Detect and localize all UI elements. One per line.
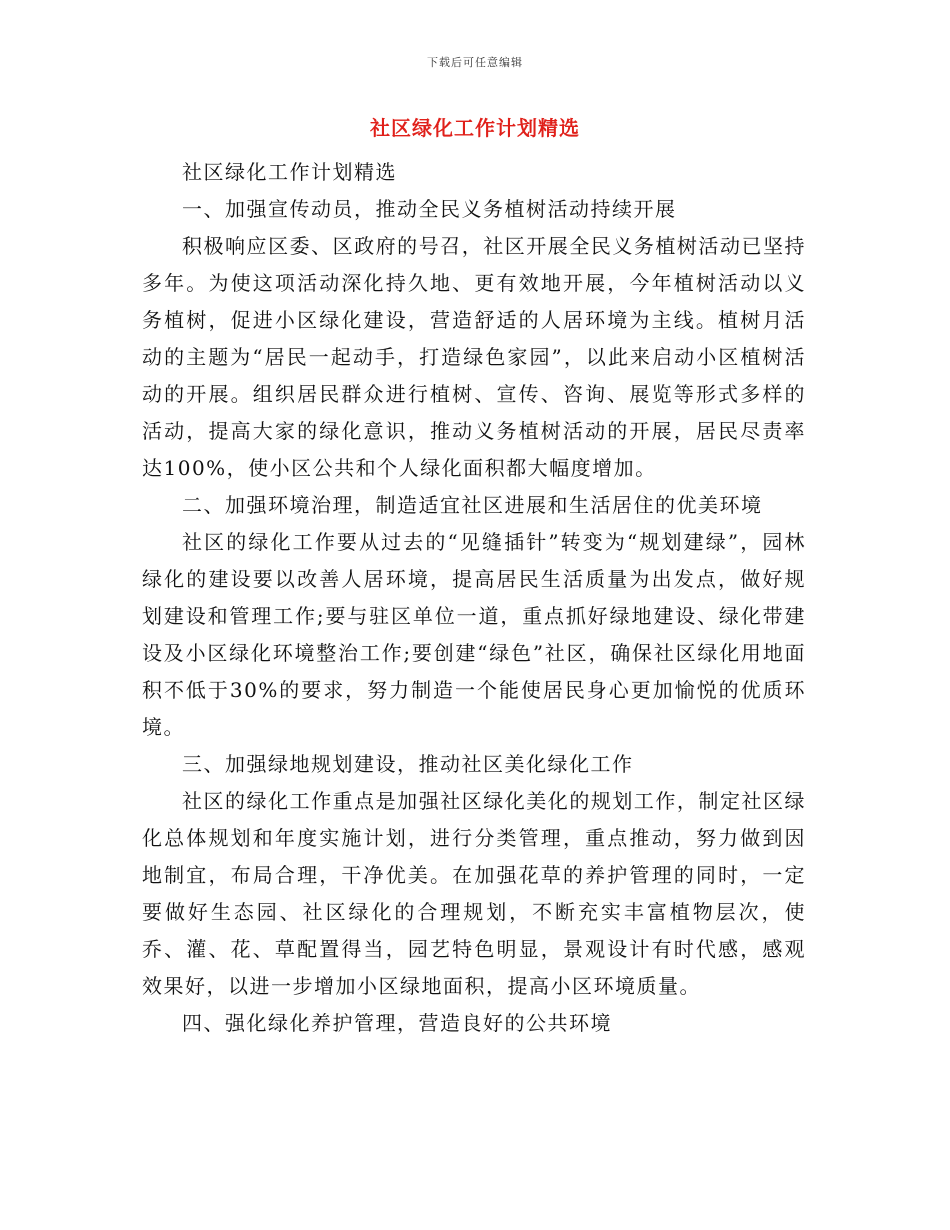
paragraph-section-3: 社区的绿化工作重点是加强社区绿化美化的规划工作，制定社区绿化总体规划和年度实施计划，进行分类管理，重点推动，努力做到因地制宜，布局合理，干净优美。在加强花草的养护管理的同时，一定要做好生态园、社区绿化的合理规划，不断充实丰富植物层次，使乔、灌、花、草配置得当，园艺特色明显，景观设计有时代感，感观效果好，以进一步增加小区绿地面积，提高小区环境质量。	[142, 789, 806, 998]
document-title: 社区绿化工作计划精选	[370, 116, 580, 140]
section-heading-4: 四、强化绿化养护管理，营造良好的公共环境	[182, 1011, 612, 1035]
section-heading-1: 一、加强宣传动员，推动全民义务植树活动持续开展	[182, 197, 677, 221]
paragraph-section-1: 积极响应区委、区政府的号召，社区开展全民义务植树活动已坚持多年。为使这项活动深化持久地、更有效地开展，今年植树活动以义务植树，促进小区绿化建设，营造舒适的人居环境为主线。植树月活动的主题为“居民一起动手，打造绿色家园”，以此来启动小区植树活动的开展。组织居民群众进行植树、宣传、咨询、展览等形式多样的活动，提高大家的绿化意识，推动义务植树活动的开展，居民尽责率达100%，使小区公共和个人绿化面积都大幅度增加。	[142, 234, 806, 480]
paragraph-section-2: 社区的绿化工作要从过去的“见缝插针”转变为“规划建绿”，园林绿化的建设要以改善人居环境，提高居民生活质量为出发点，做好规划建设和管理工作;要与驻区单位一道，重点抓好绿地建设、绿化带建设及小区绿化环境整治工作;要创建“绿色”社区，确保社区绿化用地面积不低于30%的要求，努力制造一个能使居民身心更加愉悦的优质环境。	[142, 530, 806, 739]
paragraph-subtitle: 社区绿化工作计划精选	[182, 160, 397, 184]
header-note: 下载后可任意编辑	[427, 56, 523, 69]
section-heading-3: 三、加强绿地规划建设，推动社区美化绿化工作	[182, 752, 634, 776]
section-heading-2: 二、加强环境治理，制造适宜社区进展和生活居住的优美环境	[182, 493, 763, 517]
document-body	[142, 154, 806, 1042]
